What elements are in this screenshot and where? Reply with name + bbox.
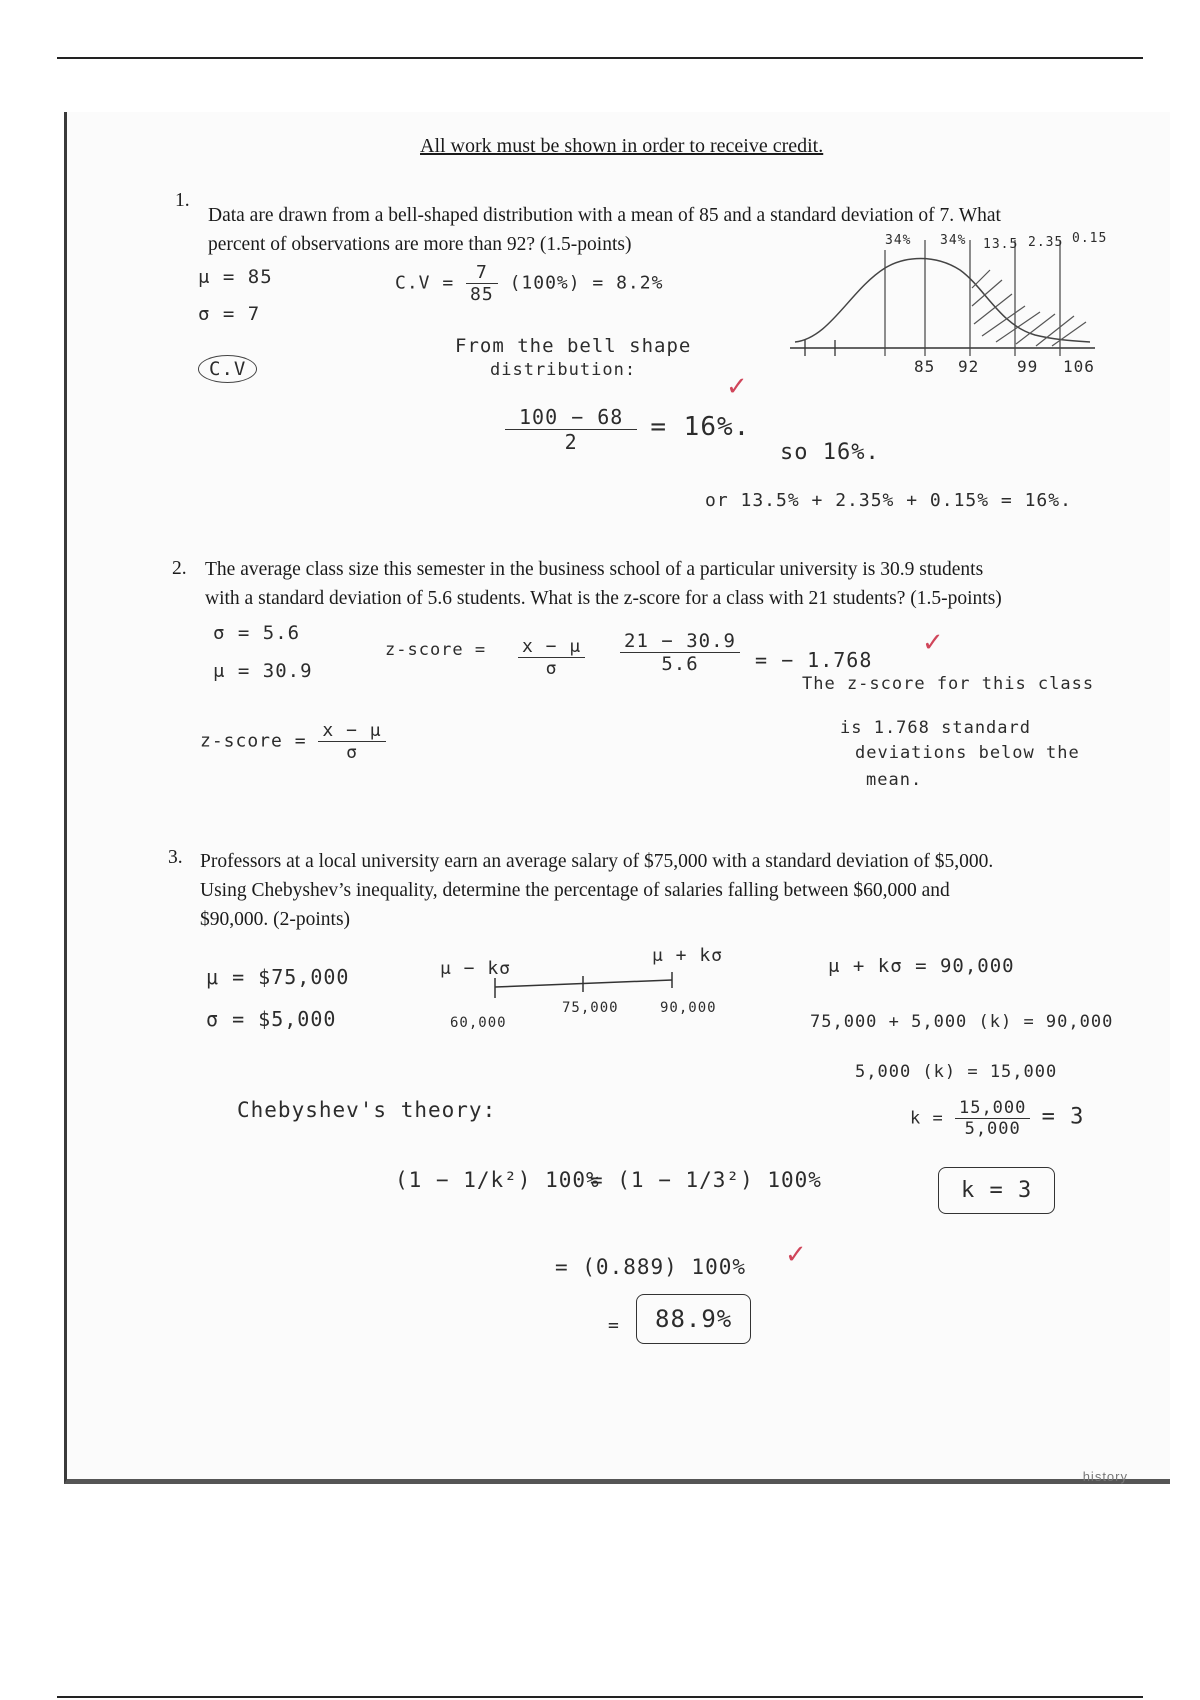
q3-eq-1: μ + kσ = 90,000 xyxy=(828,955,1015,977)
q3-answer-text: 88.9% xyxy=(636,1294,751,1344)
q3-right-label: μ + kσ xyxy=(652,945,724,966)
q2-z-num: x − μ xyxy=(518,636,585,658)
q2-result: = − 1.768 xyxy=(755,648,873,672)
q3-eq-3: 5,000 (k) = 15,000 xyxy=(855,1062,1058,1082)
question-3-line-1: Professors at a local university earn an average salary of $75,000 with a standard deviation of $5,000. xyxy=(200,851,994,872)
check-mark-icon: ✓ xyxy=(726,372,748,402)
axis-label-85: 85 xyxy=(914,357,936,376)
q1-fraction-den: 2 xyxy=(564,430,578,454)
q1-fraction-result: = 16%. xyxy=(650,412,751,442)
curve-percent-5: 0.15 xyxy=(1072,231,1108,246)
q3-k-box-text: k = 3 xyxy=(938,1167,1055,1214)
q2-formula-num: x − μ xyxy=(318,720,385,742)
q2-calc-den: 5.6 xyxy=(661,653,699,675)
axis-label-99: 99 xyxy=(1017,357,1039,376)
q2-formula-fraction xyxy=(318,720,385,763)
q3-mu: μ = $75,000 xyxy=(206,965,350,989)
q3-k-num: 15,000 xyxy=(955,1098,1030,1119)
q3-answer-eq: = xyxy=(608,1315,620,1336)
q3-k-eq: = 3 xyxy=(1041,1104,1085,1130)
q3-sigma: σ = $5,000 xyxy=(206,1007,337,1031)
q2-interp-4: mean. xyxy=(866,770,923,790)
q3-eq-2: 75,000 + 5,000 (k) = 90,000 xyxy=(810,1012,1114,1032)
q1-bell-text-2: distribution: xyxy=(490,360,637,380)
curve-percent-3: 13.5 xyxy=(983,237,1019,252)
question-3-line-3: $90,000. (2-points) xyxy=(200,909,351,930)
axis-label-106: 106 xyxy=(1063,357,1095,376)
q3-k-box xyxy=(938,1178,1055,1203)
header-note: All work must be shown in order to receive credit. xyxy=(420,135,824,157)
q2-z-den: σ xyxy=(545,658,558,679)
question-2-line-1: The average class size this semester in the business school of a particular university is 30.9 students xyxy=(205,559,984,580)
q1-cv-fraction xyxy=(466,262,498,305)
bell-curve-sketch xyxy=(790,230,1100,370)
q3-formula-a: (1 − 1/k²) 100% xyxy=(395,1168,600,1192)
check-mark-icon: ✓ xyxy=(922,628,944,658)
q3-number-line xyxy=(490,972,680,1002)
q1-bell-text-1: From the bell shape xyxy=(455,335,692,357)
q3-line-label-75000: 75,000 xyxy=(562,1000,619,1016)
bottom-rule xyxy=(57,1696,1143,1698)
q2-interp-1: The z-score for this class xyxy=(802,674,1095,694)
question-1-line-1: Data are drawn from a bell-shaped distribution with a mean of 85 and a standard deviation of 7. What xyxy=(208,205,1001,226)
q2-interp-3: deviations below the xyxy=(855,743,1080,763)
q3-k-expression xyxy=(910,1098,1084,1139)
curve-percent-1: 34% xyxy=(885,233,912,248)
question-1-number: 1. xyxy=(175,190,190,211)
question-1-line-2: percent of observations are more than 92? (1.5-points) xyxy=(208,234,632,255)
q1-cv-rest: (100%) = 8.2% xyxy=(509,272,664,294)
q2-formula-label: z-score = xyxy=(200,730,307,752)
top-rule xyxy=(57,57,1143,59)
q2-z-label: z-score = xyxy=(385,640,487,660)
q3-line-label-90000: 90,000 xyxy=(660,1000,717,1016)
q3-formula-b: = (1 − 1/3²) 100% xyxy=(590,1168,822,1192)
q1-fraction-work xyxy=(505,405,750,454)
q1-fraction xyxy=(505,405,637,454)
q3-line-label-60000: 60,000 xyxy=(450,1015,507,1031)
q1-cv-label: C.V xyxy=(395,272,431,294)
q3-left-label: μ − kσ xyxy=(440,958,512,979)
q1-mu: μ = 85 xyxy=(198,266,273,288)
q3-answer xyxy=(636,1305,751,1333)
q2-formula xyxy=(200,720,386,763)
q1-cv-circled: C.V xyxy=(198,355,257,383)
q2-calc xyxy=(620,630,740,675)
curve-percent-2: 34% xyxy=(940,233,967,248)
question-3-text xyxy=(200,847,1140,934)
q2-z-formula xyxy=(518,636,585,679)
q3-k-den: 5,000 xyxy=(964,1119,1021,1139)
question-2-number: 2. xyxy=(172,558,187,579)
q1-so: so 16%. xyxy=(780,440,880,465)
q3-k-label: k = xyxy=(910,1108,944,1129)
q2-mu: μ = 30.9 xyxy=(213,660,313,682)
q3-step: = (0.889) 100% xyxy=(555,1255,747,1279)
question-3-number: 3. xyxy=(168,847,183,868)
curve-percent-4: 2.35 xyxy=(1028,235,1064,250)
q1-cv-den: 85 xyxy=(470,284,494,305)
q1-cv-num: 7 xyxy=(466,262,498,284)
q1-sigma: σ = 7 xyxy=(198,303,261,325)
q3-cheby-title: Chebyshev's theory: xyxy=(237,1098,497,1122)
question-2-line-2: with a standard deviation of 5.6 students. What is the z-score for a class with 21 students? (1.5-points) xyxy=(205,588,1002,609)
q2-calc-num: 21 − 30.9 xyxy=(620,630,740,653)
q2-sigma: σ = 5.6 xyxy=(213,622,301,644)
q2-formula-den: σ xyxy=(346,742,358,763)
q1-fraction-num: 100 − 68 xyxy=(505,405,637,430)
check-mark-icon: ✓ xyxy=(785,1240,807,1270)
question-3-line-2: Using Chebyshev’s inequality, determine the percentage of salaries falling between $60,000 and xyxy=(200,880,950,901)
q2-interp-2: is 1.768 standard xyxy=(840,718,1031,738)
axis-label-92: 92 xyxy=(958,357,980,376)
q1-cv-expression: C.V = $\frac{7}{85}$ (100%) = 8.2% xyxy=(395,262,664,305)
footer-tab: history xyxy=(1082,1469,1128,1484)
q1-or-line: or 13.5% + 2.35% + 0.15% = 16%. xyxy=(705,490,1072,511)
q2-calc-fraction xyxy=(620,630,740,675)
q3-k-fraction xyxy=(955,1098,1030,1139)
question-2-text xyxy=(205,555,1125,613)
q2-z-fraction xyxy=(518,636,585,679)
